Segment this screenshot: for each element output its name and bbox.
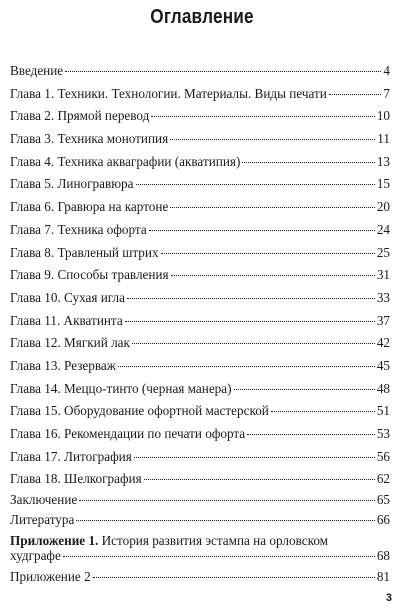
toc-entry-title: Глава 8. Травленый штрих xyxy=(10,244,159,260)
toc-entry-page: 56 xyxy=(376,448,390,464)
toc-entry xyxy=(10,196,390,219)
dot-leader xyxy=(134,457,375,458)
toc-entry-page: 11 xyxy=(377,131,390,147)
toc-entry-page: 25 xyxy=(376,244,390,260)
toc-entry-page: 24 xyxy=(376,221,390,237)
toc-entry-title: Глава 11. Акватинта xyxy=(10,312,123,328)
toc-entry-title: Глава 3. Техника монотипия xyxy=(10,131,169,147)
dot-leader xyxy=(170,207,375,208)
page-number: 3 xyxy=(385,592,392,604)
toc-entry-title: Глава 4. Техника акваграфии (акватипия) xyxy=(10,153,241,169)
toc-entry-title: Глава 1. Техники. Технологии. Материалы. Виды печати xyxy=(10,85,327,101)
toc-entry-page: 66 xyxy=(376,512,390,528)
dot-leader xyxy=(170,139,375,140)
toc-entry-title: Глава 18. Шелкография xyxy=(10,471,142,487)
toc-entry xyxy=(10,332,390,355)
toc-entry-page: 13 xyxy=(376,153,390,169)
dot-leader xyxy=(63,556,375,557)
appendix-1-line-1 xyxy=(10,533,390,548)
toc-entry xyxy=(10,83,390,106)
toc-entry xyxy=(10,60,390,83)
toc-entry-page: 62 xyxy=(376,471,390,487)
dot-leader xyxy=(136,184,375,185)
toc-entry-page: 81 xyxy=(376,569,390,585)
dot-leader xyxy=(151,116,374,117)
appendix-1-text-line-2: худграфе xyxy=(10,548,61,564)
dot-leader xyxy=(161,253,375,254)
toc-entry xyxy=(10,219,390,242)
toc-entry-title: Глава 14. Меццо-тинто (черная манера) xyxy=(10,380,232,396)
toc-entry xyxy=(10,423,390,446)
toc-entry xyxy=(10,355,390,378)
toc-entry xyxy=(10,151,390,174)
appendix-1-line-2 xyxy=(10,548,390,563)
toc-entry xyxy=(10,446,390,469)
toc-entry-title: Заключение xyxy=(10,492,78,508)
toc-entry xyxy=(10,310,390,333)
toc-entry-page: 20 xyxy=(376,199,390,215)
appendix-1-text-line-1: История развития эстампа на орловском xyxy=(98,533,329,549)
toc-entry-title: Введение xyxy=(10,63,64,78)
toc-entry-title: Глава 13. Резерваж xyxy=(10,357,116,373)
toc-entry xyxy=(10,264,390,287)
toc-entry xyxy=(10,173,390,196)
dot-leader xyxy=(132,343,375,344)
dot-leader xyxy=(93,577,375,578)
dot-leader xyxy=(127,298,375,299)
dot-leader xyxy=(234,389,375,390)
toc-entry-page: 65 xyxy=(376,492,390,508)
toc-entry-page: 31 xyxy=(376,267,390,283)
toc-entry-title: Глава 15. Оборудование офортной мастерской xyxy=(10,403,269,419)
toc-entry-title: Глава 17. Литография xyxy=(10,448,132,464)
toc-entry-title: Глава 12. Мягкий лак xyxy=(10,335,130,351)
toc-entry-title: Глава 10. Сухая игла xyxy=(10,289,125,305)
dot-leader xyxy=(144,479,375,480)
toc-entry-page: 53 xyxy=(376,426,390,441)
dot-leader xyxy=(149,230,375,231)
toc-entry-title: Глава 2. Прямой перевод xyxy=(10,108,150,124)
toc-entry xyxy=(10,400,390,423)
toc-entry xyxy=(10,128,390,151)
appendix-1-label: Приложение 1. xyxy=(10,533,99,549)
toc-entry xyxy=(10,287,390,310)
toc-entry xyxy=(10,468,390,491)
toc-entry-page: 4 xyxy=(383,63,390,78)
page-title: Оглавление xyxy=(150,6,254,28)
dot-leader xyxy=(329,94,382,95)
appendix-1-page: 68 xyxy=(376,548,390,564)
dot-leader xyxy=(242,162,374,163)
toc-entry-title: Приложение 2 xyxy=(10,569,91,585)
dot-leader xyxy=(79,500,375,501)
dot-leader xyxy=(125,321,375,322)
toc-entry xyxy=(10,491,390,509)
table-of-contents xyxy=(10,60,390,589)
toc-entry-page: 48 xyxy=(376,380,390,396)
toc-entry-appendix-1 xyxy=(10,533,390,563)
toc-entry-title: Литература xyxy=(10,512,75,528)
toc-entry-page: 7 xyxy=(383,85,390,101)
toc-entry-page: 37 xyxy=(376,312,390,328)
toc-entry-title: Глава 9. Способы травления xyxy=(10,267,169,283)
toc-entry-title: Глава 6. Гравюра на картоне xyxy=(10,199,169,215)
dot-leader xyxy=(76,520,374,521)
toc-entry-page: 15 xyxy=(376,176,390,192)
dot-leader xyxy=(271,411,375,412)
toc-entry xyxy=(10,378,390,401)
dot-leader xyxy=(247,434,375,435)
toc-entry-appendix-2 xyxy=(10,566,390,589)
toc-entry-page: 51 xyxy=(376,403,390,419)
dot-leader xyxy=(171,275,375,276)
dot-leader xyxy=(65,71,381,72)
toc-entry xyxy=(10,242,390,265)
toc-entry-page: 45 xyxy=(376,357,390,373)
toc-entry-title: Глава 7. Техника офорта xyxy=(10,221,147,237)
toc-entry-title: Глава 5. Линогравюра xyxy=(10,176,134,192)
toc-entry xyxy=(10,105,390,128)
toc-entry-title: Глава 16. Рекомендации по печати офорта xyxy=(10,426,246,441)
toc-entry-page: 42 xyxy=(376,335,390,351)
toc-entry-page: 10 xyxy=(376,108,390,124)
toc-entry xyxy=(10,509,390,531)
toc-entry-page: 33 xyxy=(376,289,390,305)
dot-leader xyxy=(118,366,375,367)
